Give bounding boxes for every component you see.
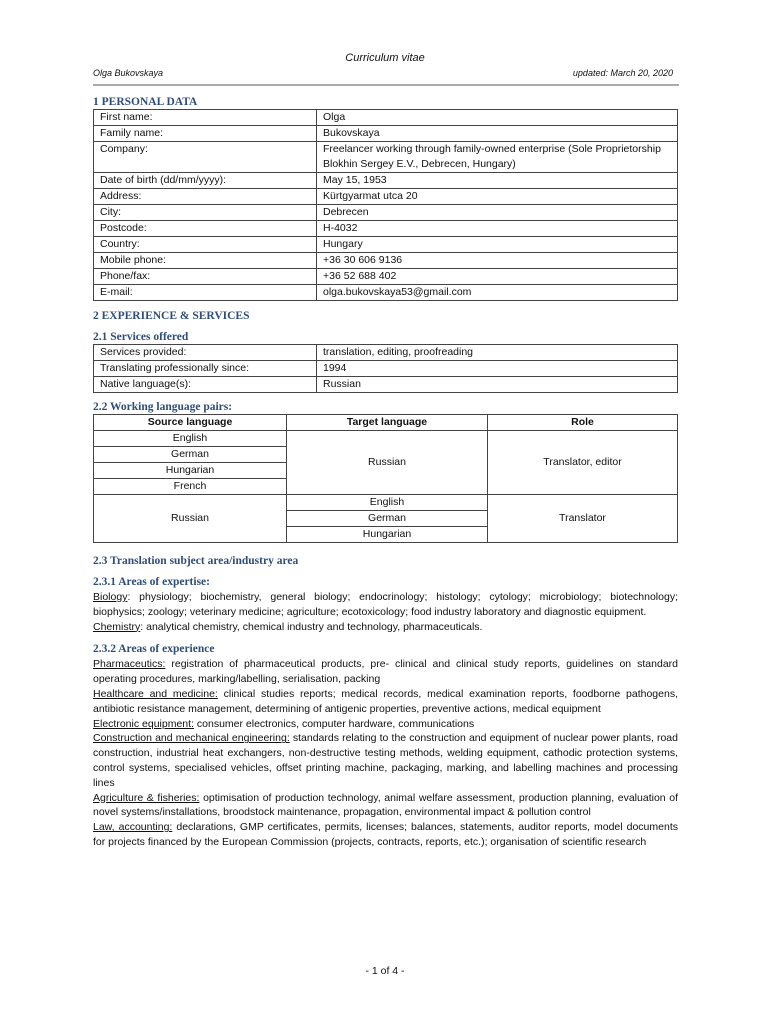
source-cell: French [94,479,287,495]
expertise-list [93,590,678,634]
field-label: Country: [94,237,317,253]
field-value: +36 52 688 402 [317,269,678,285]
table-row [94,285,678,301]
field-label: Postcode: [94,221,317,237]
table-row [94,237,678,253]
area-term: Pharmaceutics: [93,658,166,671]
field-label: Family name: [94,126,317,142]
subject-heading: 2.3 Translation subject area/industry area [93,555,299,567]
area-text: registration of pharmaceutical products, pre- clinical and clinical study reports, guidelines on standard operating procedures, marking/labelling, serialisation, packing [93,658,678,686]
table-row [94,205,678,221]
personal-heading: 1 PERSONAL DATA [93,96,198,108]
table-row [94,189,678,205]
header-name: Olga Bukovskaya [93,68,164,78]
source-cell: English [94,431,287,447]
field-label: City: [94,205,317,221]
area-paragraph [93,791,678,821]
field-label: Native language(s): [94,377,317,393]
area-paragraph [93,687,678,717]
expertise-heading: 2.3.1 Areas of expertise: [93,576,210,588]
field-value: olga.bukovskaya53@gmail.com [317,285,678,301]
areas-list [93,657,678,849]
area-text: declarations, GMP certificates, permits, licenses; balances, statements, auditor reports, model documents for projects financed by the European Commission (projects, contracts, reports, etc.); organisation of scientific research [93,821,678,848]
header-divider [93,84,679,86]
field-label: Services provided: [94,345,317,361]
language-pairs-table [93,414,678,543]
table-row [94,361,678,377]
target-cell: Hungarian [287,527,488,543]
col-target: Target language [287,415,488,431]
areas-heading: 2.3.2 Areas of experience [93,643,215,656]
table-row [94,142,678,173]
area-paragraph [93,620,678,635]
col-role: Role [488,415,678,431]
field-value: Hungary [317,237,678,253]
field-value: 1994 [317,361,678,377]
field-value: H-4032 [317,221,678,237]
table-row [94,221,678,237]
table-row [94,253,678,269]
area-text: optimisation of production technology, animal welfare assessment, production planning, evaluation of novel systems/installations, broodstock maintenance, propagation, environmental impact & pollution control [93,791,678,819]
field-label: Translating professionally since: [94,361,317,377]
content [93,96,678,850]
role-cell: Translator [488,495,678,543]
field-value: translation, editing, proofreading [317,345,678,361]
target-cell: Russian [287,431,488,495]
header-updated: updated: March 20, 2020 [572,68,673,78]
field-label: Address: [94,189,317,205]
role-cell: Translator, editor [488,431,678,495]
table-row [94,173,678,189]
field-label: First name: [94,110,317,126]
experience-heading: 2 EXPERIENCE & SERVICES [93,310,250,322]
area-text: clinical studies reports; medical records, medical examination reports, foodborne pathogens, antibiotic resistance management, determining of antigenic properties, preventive actions, medical equipment [93,687,678,715]
field-label: Mobile phone: [94,253,317,269]
area-paragraph [93,657,678,687]
field-value: Olga [317,110,678,126]
source-cell: Russian [94,495,287,543]
pairs-heading: 2.2 Working language pairs: [93,401,233,413]
table-row [94,126,678,142]
table-row [94,431,678,447]
area-term: Biology [93,591,128,603]
area-text: : analytical chemistry, chemical industry and technology, pharmaceuticals. [140,620,483,633]
area-text: standards relating to the construction and equipment of nuclear power plants, road construction, industrial heat exchangers, non-destructive testing methods, welding equipment, cathodic protection systems, control systems, specialised vehicles, offset printing machine, packaging, marking, and labelling machines and processing lines [93,732,678,789]
area-term: Healthcare and medicine: [93,687,218,700]
area-paragraph [93,590,678,620]
area-term: Construction and mechanical engineering: [93,732,290,745]
area-term: Law, accounting: [93,821,173,834]
field-value: Freelancer working through family-owned enterprise (Sole Proprietorship Blokhin Sergey E.V., Debrecen, Hungary) [317,142,678,173]
target-cell: English [287,495,488,511]
table-row [94,495,678,511]
field-label: Company: [94,142,317,173]
field-value: May 15, 1953 [317,173,678,189]
area-text: consumer electronics, computer hardware, communications [193,717,475,730]
field-label: E-mail: [94,285,317,301]
table-row [94,377,678,393]
personal-table [93,109,678,301]
area-text: : physiology; biochemistry, general biology; endocrinology; histology; cytology; microbiology; biotechnology; biophysics; zoology; veterinary medicine; agriculture; ecotoxicology; food industry laboratory and diagnostic equipment. [93,591,678,618]
col-source: Source language [94,415,287,431]
field-value: Debrecen [317,205,678,221]
table-row [94,269,678,285]
services-heading: 2.1 Services offered [93,331,189,343]
area-paragraph [93,717,678,732]
table-row [94,110,678,126]
field-value: Kürtgyarmat utca 20 [317,189,678,205]
field-label: Phone/fax: [94,269,317,285]
source-cell: Hungarian [94,463,287,479]
area-term: Electronic equipment: [93,717,194,730]
field-value: Russian [317,377,678,393]
document-title: Curriculum vitae [345,52,425,64]
area-term: Chemistry [93,620,141,633]
field-label: Date of birth (dd/mm/yyyy): [94,173,317,189]
field-value: Bukovskaya [317,126,678,142]
area-term: Agriculture & fisheries: [93,791,200,804]
table-row [94,345,678,361]
area-paragraph [93,820,678,850]
target-cell: German [287,511,488,527]
page-number: - 1 of 4 - [365,965,405,977]
field-value: +36 30 606 9136 [317,253,678,269]
source-cell: German [94,447,287,463]
services-table [93,344,678,393]
area-paragraph [93,731,678,790]
